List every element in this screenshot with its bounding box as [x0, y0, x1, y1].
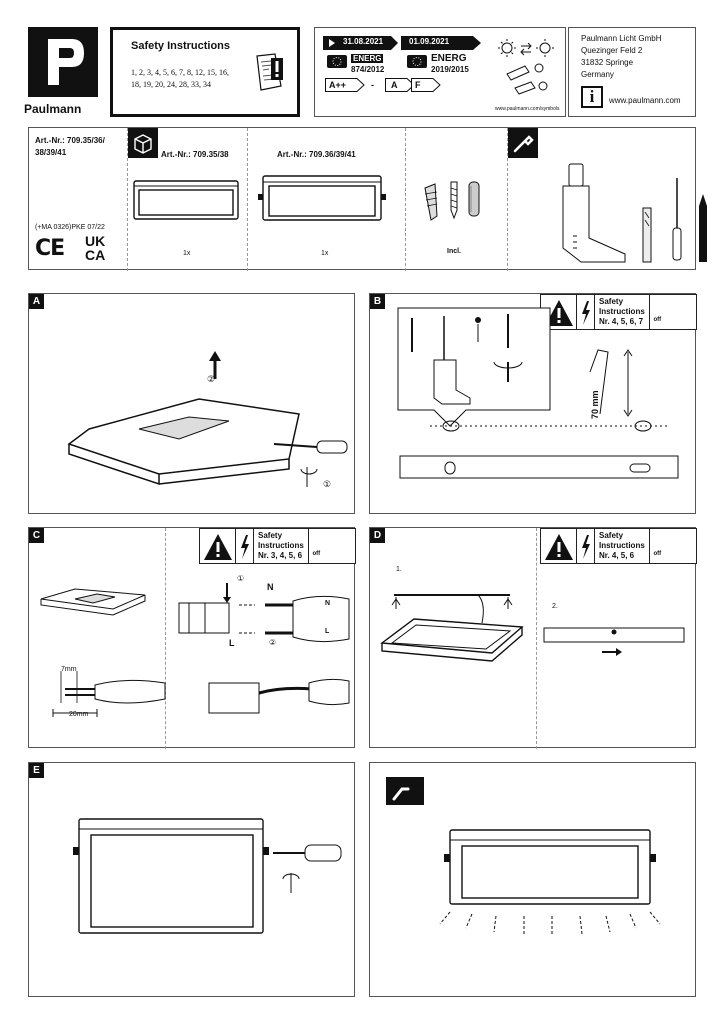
panel-d-warn-line2: Instructions — [599, 541, 645, 550]
panel-c-letter: C — [29, 528, 44, 543]
ukca-mark-bottom: CA — [85, 247, 106, 263]
energy-class-dash: - — [371, 80, 374, 90]
safety-title: Safety Instructions — [131, 40, 231, 52]
paulmann-p-icon — [28, 27, 98, 97]
company-street: Quezinger Feld 2 — [581, 46, 643, 55]
article-number-b: Art.-Nr.: 709.36/39/41 — [277, 150, 356, 159]
panel-a-letter: A — [29, 294, 44, 309]
panel-d-mounting-illustration — [374, 583, 534, 693]
panel-on — [369, 762, 696, 997]
energy-date-old: 31.08.2021 — [343, 37, 384, 46]
ce-mark: CE — [35, 236, 65, 261]
panel-a — [28, 293, 355, 514]
energy-class-old-from: A++ — [329, 80, 347, 90]
power-off-icon: off — [649, 295, 665, 329]
document-warning-icon — [255, 52, 285, 92]
energy-symbols-icon — [495, 34, 559, 104]
panel-c-step-2: ② — [269, 638, 277, 647]
info-icon: i — [581, 86, 603, 108]
panel-c-n-label: N — [267, 582, 274, 592]
company-box — [568, 27, 696, 117]
pke-code: (+MA 0326)PKE 07/22 — [35, 224, 105, 231]
panel-c-warn-line3: Nr. 3, 4, 5, 6 — [258, 551, 303, 560]
panel-d-slide-illustration — [544, 624, 694, 664]
power-off-icon: off — [308, 529, 324, 563]
tools-illustration — [529, 158, 699, 268]
square-panel-small-illustration — [133, 178, 243, 223]
square-panel-large-illustration — [257, 174, 387, 224]
panel-e — [28, 762, 355, 997]
panel-b-drilling-illustration — [390, 302, 690, 502]
panel-b — [369, 293, 696, 514]
panel-c-warn-line1: Safety — [258, 531, 283, 540]
panel-d — [369, 527, 696, 748]
article-number-main-1: Art.-Nr.: 709.35/36/ — [35, 136, 105, 145]
brand-logo — [28, 27, 98, 97]
panel-c-strip-20mm: 20mm — [69, 711, 89, 718]
panel-a-step-2: ② — [207, 374, 216, 384]
energy-label-old: ENERG — [353, 54, 382, 63]
company-name: Paulmann Licht GmbH — [581, 34, 662, 43]
panel-c-cable-strip-illustration — [35, 663, 165, 733]
warning-triangle-icon — [541, 529, 577, 563]
panel-b-letter: B — [370, 294, 385, 309]
article-number-main-2: 38/39/41 — [35, 148, 67, 157]
panel-b-warn-line1: Safety — [599, 297, 624, 306]
panel-c-warning — [199, 528, 356, 564]
panel-d-warn-line1: Safety — [599, 531, 624, 540]
product-overview-box — [28, 127, 696, 270]
panel-b-warn-line2: Instructions — [599, 307, 645, 316]
switch-on-label: ON — [412, 781, 424, 790]
brand-name: Paulmann — [24, 102, 82, 116]
panel-c — [28, 527, 355, 748]
quantity-a: 1x — [183, 250, 191, 257]
energy-label-new: ENERG — [431, 53, 467, 64]
panel-e-letter: E — [29, 763, 44, 778]
panel-a-step-1: ① — [323, 479, 332, 489]
energy-reg-new: 2019/2015 — [431, 65, 469, 74]
panel-b-dimension: 70 mm — [590, 390, 600, 419]
energy-class-old-to: A — [391, 80, 398, 90]
electric-hazard-icon — [577, 529, 595, 563]
safety-numbers-2: 18, 19, 20, 24, 28, 33, 34 — [131, 80, 211, 89]
panel-d-step-1: 1. — [396, 566, 402, 573]
company-website[interactable]: www.paulmann.com — [609, 96, 681, 105]
company-city: 31832 Springe — [581, 58, 634, 67]
eu-flag-icon — [407, 55, 427, 68]
safety-numbers-1: 1, 2, 3, 4, 5, 6, 7, 8, 12, 15, 16, — [131, 68, 229, 77]
power-off-icon: off — [649, 529, 665, 563]
energy-date-new: 01.09.2021 — [409, 37, 450, 46]
panel-a-remove-frame-illustration — [49, 349, 349, 499]
panel-c-n-small: N — [325, 600, 331, 607]
panel-d-warn-line3: Nr. 4, 5, 6 — [599, 551, 635, 560]
eu-flag-icon — [327, 55, 347, 68]
energy-class-new: F — [415, 80, 421, 90]
article-number-a: Art.-Nr.: 709.35/38 — [161, 150, 229, 159]
panel-c-l-label: L — [229, 638, 235, 648]
panel-d-letter: D — [370, 528, 385, 543]
panel-d-warning — [540, 528, 697, 564]
energy-symbols-url[interactable]: www.paulmann.com/symbols — [495, 106, 560, 112]
incl-label: Incl. — [447, 248, 462, 255]
panel-c-l-small: L — [325, 628, 330, 635]
panel-e-fix-frame-illustration — [69, 813, 369, 953]
quantity-b: 1x — [321, 250, 329, 257]
electric-hazard-icon — [236, 529, 254, 563]
panel-c-frame-illustration — [35, 583, 165, 623]
ukca-mark-top: UK — [85, 233, 106, 249]
dowels-screws-illustration — [421, 180, 491, 230]
energy-label-box — [314, 27, 566, 117]
tools-icon — [508, 128, 538, 158]
package-icon — [128, 128, 158, 158]
company-country: Germany — [581, 70, 614, 79]
panel-c-step-1: ① — [237, 574, 245, 583]
panel-c-strip-7mm: 7mm — [61, 666, 77, 673]
panel-d-step-2: 2. — [552, 603, 558, 610]
panel-on-lit-fixture-illustration — [440, 828, 724, 958]
energy-reg-old: 874/2012 — [351, 65, 385, 74]
safety-instructions-box — [110, 27, 300, 117]
panel-b-warn-line3: Nr. 4, 5, 6, 7 — [599, 317, 644, 326]
warning-triangle-icon — [200, 529, 236, 563]
panel-c-warn-line2: Instructions — [258, 541, 304, 550]
panel-c-wiring-illustration — [169, 573, 349, 723]
